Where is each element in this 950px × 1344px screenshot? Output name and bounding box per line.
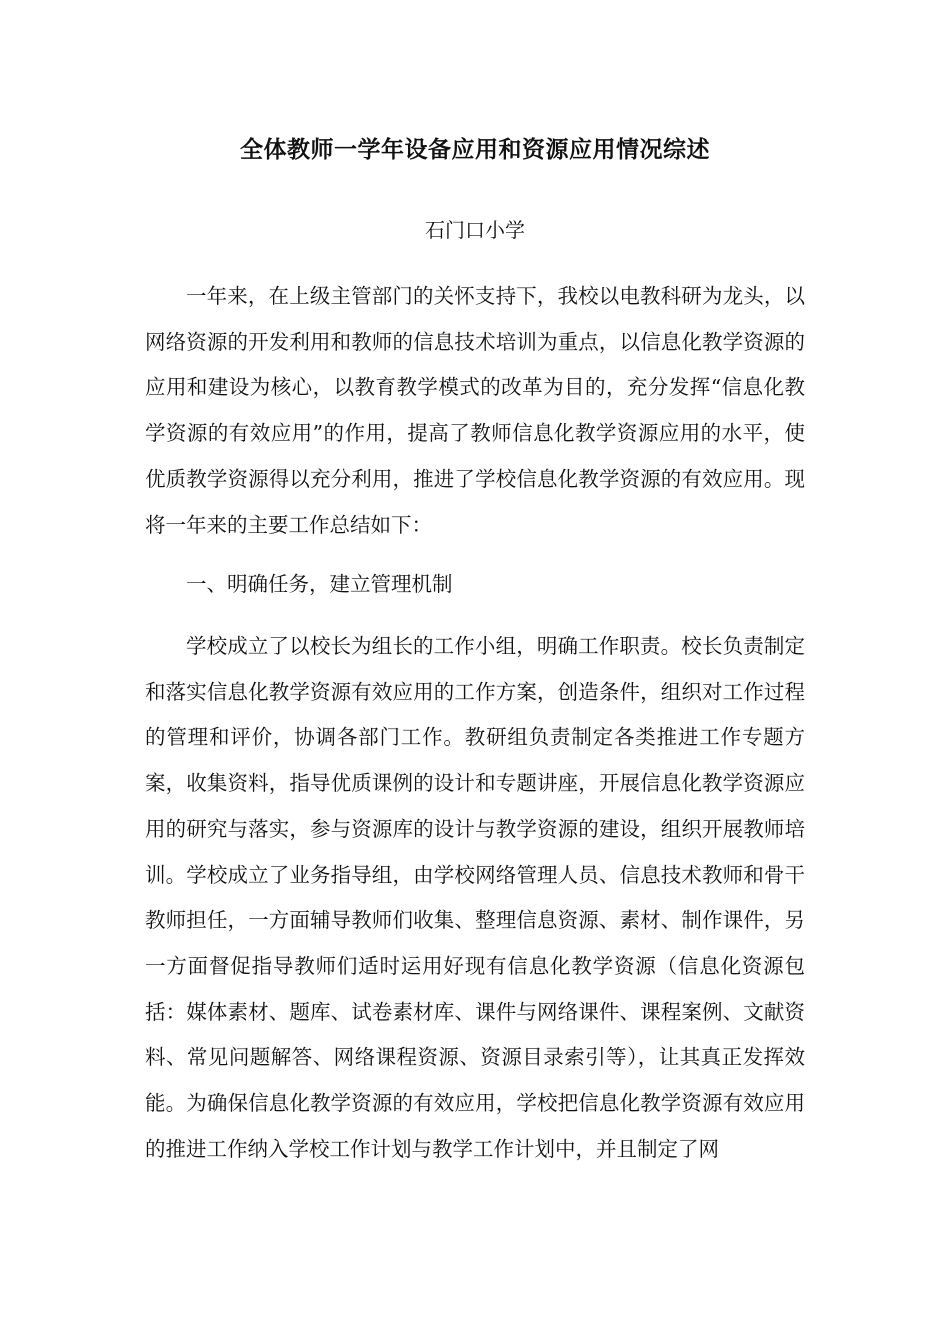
document-author: 石门口小学 (425, 218, 525, 242)
intro-paragraph: 一年来，在上级主管部门的关怀支持下，我校以电教科研为龙头，以网络资源的开发利用和教师的信息技术培训为重点，以信息化教学资源的应用和建设为核心，以教育教学模式的改革为目的，充分发挥“信息化教学资源的有效应用”的作用，提高了教师信息化教学资源应用的水平，使优质教学资源得以充分利用，推进了学校信息化教学资源的有效应用。现将一年来的主要工作总结如下： (145, 284, 805, 537)
section-heading: 一、明确任务，建立管理机制 (186, 572, 453, 596)
document-title: 全体教师一学年设备应用和资源应用情况综述 (240, 136, 710, 163)
section-body-paragraph: 学校成立了以校长为组长的工作小组，明确工作职责。校长负责制定和落实信息化教学资源有效应用的工作方案，创造条件，组织对工作过程的管理和评价，协调各部门工作。教研组负责制定各类推进工作专题方案，收集资料，指导优质课例的设计和专题讲座，开展信息化教学资源应用的研究与落实，参与资源库的设计与教学资源的建设，组织开展教师培训。学校成立了业务指导组，由学校网络管理人员、信息技术教师和骨干教师担任，一方面辅导教师们收集、整理信息资源、素材、制作课件，另一方面督促指导教师们适时运用好现有信息化教学资源（信息化资源包括：媒体素材、题库、试卷素材库、课件与网络课件、课程案例、文献资料、常见问题解答、网络课程资源、资源目录索引等），让其真正发挥效能。为确保信息化教学资源的有效应用，学校把信息化教学资源有效应用的推进工作纳入学校工作计划与教学工作计划中，并且制定了网 (145, 634, 805, 1161)
